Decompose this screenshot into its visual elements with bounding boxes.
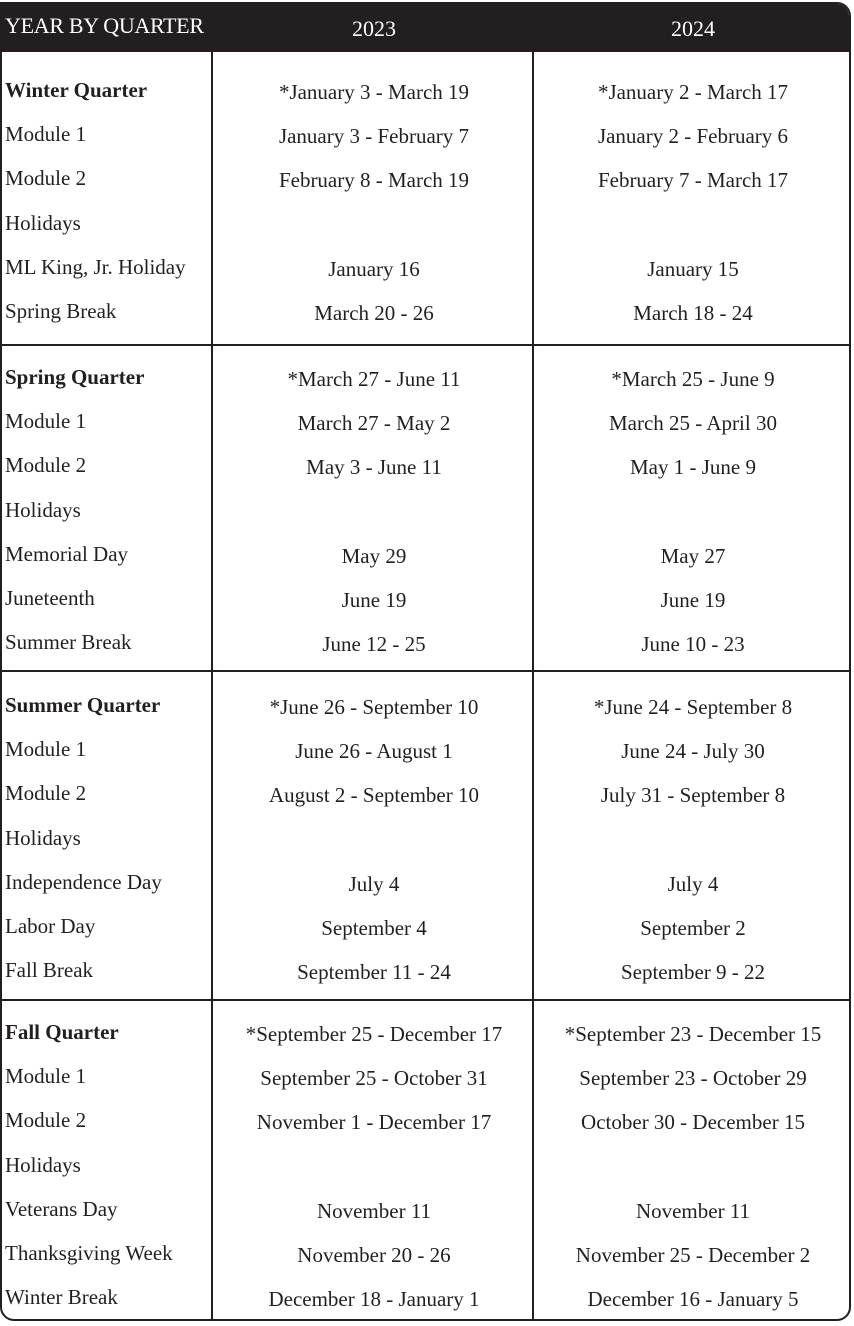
date-2023: *September 25 - December 17	[245, 1022, 503, 1046]
date-2024: *March 25 - June 9	[611, 367, 775, 391]
row-label: Veterans Day	[5, 1197, 118, 1221]
row-label: Module 1	[5, 1064, 87, 1088]
quarter-title: Fall Quarter	[5, 1020, 119, 1044]
date-2024: November 25 - December 2	[575, 1243, 811, 1267]
date-2024: September 23 - October 29	[579, 1066, 807, 1090]
date-2024: June 10 - 23	[641, 632, 745, 656]
row-label: ML King, Jr. Holiday	[5, 255, 186, 279]
row-label: Holidays	[5, 211, 81, 235]
date-2024: January 2 - February 6	[597, 124, 789, 148]
row-label: Module 2	[5, 166, 87, 190]
row-label: Summer Break	[5, 630, 132, 654]
date-2023: *June 26 - September 10	[269, 695, 479, 719]
date-2023: June 19	[341, 588, 407, 612]
date-2023: June 26 - August 1	[295, 739, 453, 763]
date-2023: September 11 - 24	[297, 960, 451, 984]
column-divider	[211, 52, 213, 1319]
row-label: Fall Break	[5, 958, 94, 982]
row-label: Module 2	[5, 1108, 87, 1132]
quarter-title: Summer Quarter	[5, 693, 161, 717]
date-2023: September 25 - October 31	[260, 1066, 488, 1090]
date-2024: September 9 - 22	[620, 960, 766, 984]
quarter-title: Spring Quarter	[5, 365, 145, 389]
row-label: Holidays	[5, 826, 81, 850]
date-2023: November 20 - 26	[297, 1243, 451, 1267]
date-2023: July 4	[348, 872, 400, 896]
date-2024: June 19	[660, 588, 726, 612]
date-2024: March 25 - April 30	[609, 411, 777, 435]
row-label: Module 1	[5, 409, 87, 433]
header-year-2023: 2023	[352, 16, 396, 41]
date-2023: *January 3 - March 19	[278, 80, 470, 104]
date-2023: May 29	[341, 544, 407, 568]
date-2024: May 1 - June 9	[630, 455, 756, 479]
date-2024: September 2	[640, 916, 746, 940]
date-2024: February 7 - March 17	[597, 168, 789, 192]
date-2024: June 24 - July 30	[621, 739, 765, 763]
date-2023: February 8 - March 19	[278, 168, 470, 192]
row-label: Module 2	[5, 453, 87, 477]
calendar-table	[0, 2, 851, 1321]
date-2024: July 4	[667, 872, 719, 896]
date-2024: November 11	[635, 1199, 751, 1223]
row-label: Labor Day	[5, 914, 96, 938]
date-2023: November 11	[316, 1199, 432, 1223]
date-2024: December 16 - January 5	[587, 1287, 799, 1311]
section-divider	[2, 344, 849, 346]
row-label: Winter Break	[5, 1285, 118, 1309]
row-label: Module 1	[5, 737, 87, 761]
date-2023: March 27 - May 2	[297, 411, 451, 435]
table-header	[2, 4, 849, 52]
row-label: Module 1	[5, 122, 87, 146]
row-label: Spring Break	[5, 299, 117, 323]
header-year-2024: 2024	[671, 16, 715, 41]
header-label: YEAR BY QUARTER	[5, 13, 204, 38]
row-label: Module 2	[5, 781, 87, 805]
section-divider	[2, 670, 849, 672]
row-label: Independence Day	[5, 870, 162, 894]
date-2024: March 18 - 24	[633, 301, 753, 325]
date-2023: *March 27 - June 11	[287, 367, 461, 391]
date-2023: August 2 - September 10	[269, 783, 479, 807]
date-2023: January 3 - February 7	[278, 124, 470, 148]
row-label: Juneteenth	[5, 586, 95, 610]
date-2023: January 16	[328, 257, 420, 281]
date-2023: November 1 - December 17	[256, 1110, 492, 1134]
quarter-title: Winter Quarter	[5, 78, 148, 102]
date-2023: December 18 - January 1	[268, 1287, 480, 1311]
date-2024: July 31 - September 8	[600, 783, 786, 807]
date-2023: May 3 - June 11	[306, 455, 442, 479]
row-label: Holidays	[5, 1153, 81, 1177]
date-2024: *September 23 - December 15	[564, 1022, 822, 1046]
row-label: Memorial Day	[5, 542, 129, 566]
row-label: Thanksgiving Week	[5, 1241, 173, 1265]
date-2024: January 15	[647, 257, 739, 281]
date-2024: *June 24 - September 8	[593, 695, 793, 719]
date-2024: May 27	[660, 544, 726, 568]
section-divider	[2, 999, 849, 1001]
date-2024: October 30 - December 15	[581, 1110, 805, 1134]
row-label: Holidays	[5, 498, 81, 522]
date-2023: September 4	[321, 916, 427, 940]
date-2024: *January 2 - March 17	[597, 80, 789, 104]
date-2023: June 12 - 25	[322, 632, 426, 656]
date-2023: March 20 - 26	[314, 301, 434, 325]
